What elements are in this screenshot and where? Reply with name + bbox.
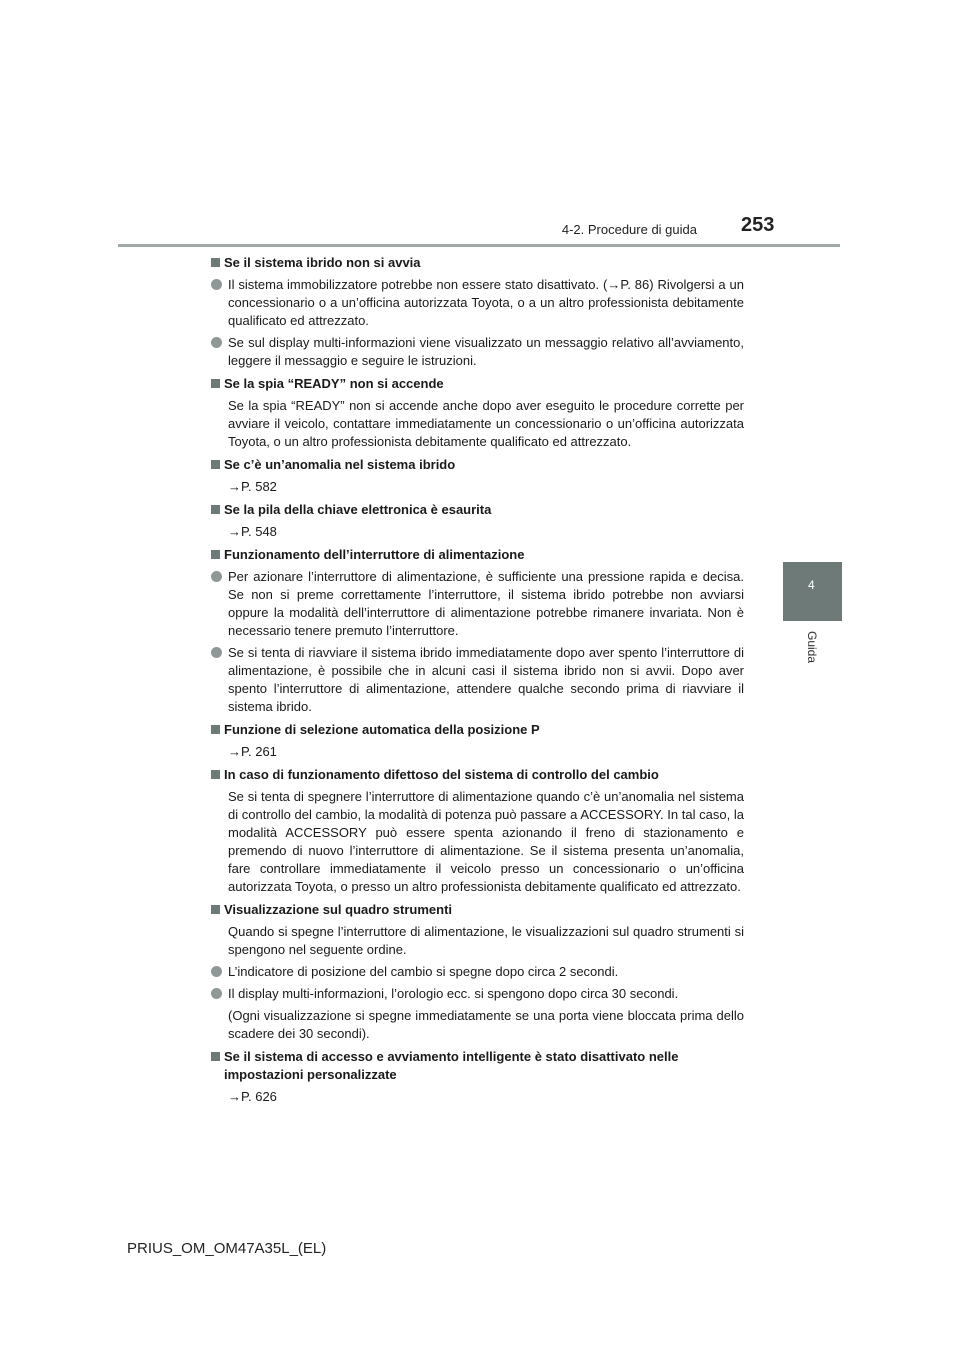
section-heading [211,501,744,519]
page-reference: →P. 548 [228,524,277,539]
square-bullet-icon [211,258,220,267]
square-bullet-icon [211,505,220,514]
square-bullet-icon [211,770,220,779]
bullet-item [211,568,744,640]
section-heading-text: In caso di funzionamento difettoso del sistema di controllo del cambio [224,767,659,782]
circle-bullet-icon [211,337,222,348]
header-rule [118,244,840,247]
bullet-item [211,276,744,330]
square-bullet-icon [211,905,220,914]
chapter-label-box [783,621,842,686]
section-heading [211,254,744,272]
square-bullet-icon [211,460,220,469]
bullet-item [211,644,744,716]
bullet-item [211,334,744,370]
section-heading [211,546,744,564]
header-section-title: 4-2. Procedure di guida [561,222,697,237]
section [211,721,744,761]
section-heading-text: Visualizzazione sul quadro strumenti [224,902,453,917]
page-number: 253 [741,214,775,236]
section-heading [211,375,744,393]
section [211,901,744,1043]
chapter-number: 4 [808,578,815,592]
section-heading [211,456,744,474]
bullet-text: Il sistema immobilizzatore potrebbe non essere stato disattivato. (→P. 86) Rivolgersi a un concessionario o a un’officina autorizzata Toyota, o a un altro professionista debitamente qualificato ed attrezzato. [228,277,744,328]
section-heading-text: Se il sistema ibrido non si avvia [224,255,421,270]
square-bullet-icon [211,379,220,388]
circle-bullet-icon [211,279,222,290]
section [211,766,744,896]
bullet-item [211,963,744,981]
document-id: PRIUS_OM_OM47A35L_(EL) [127,1240,327,1257]
section [211,254,744,370]
bullet-text: L’indicatore di posizione del cambio si spegne dopo circa 2 secondi. [228,964,619,979]
bullet-text: Per azionare l’interruttore di alimentazione, è sufficiente una pressione rapida e decisa. Se non si preme correttamente l’interruttore, il sistema ibrido potrebbe non avviarsi oppure la modalità dell’interruttore di alimentazione potrebbe rimanere invariata. Non è necessario tenere premuto l’interruttore. [228,569,744,638]
square-bullet-icon [211,725,220,734]
section [211,375,744,451]
section [211,501,744,541]
section-heading-text: Se la pila della chiave elettronica è esaurita [224,502,492,517]
page-reference: →P. 261 [228,744,277,759]
square-bullet-icon [211,1052,220,1061]
paragraph: Se si tenta di spegnere l’interruttore di alimentazione quando c’è un’anomalia nel sistema di controllo del cambio, la modalità di potenza può passare a ACCESSORY. In tal caso, la modalità ACCESSORY può essere spenta azionando il freno di stazionamento e premendo di nuovo l’interruttore di alimentazione. Se il sistema presenta un’anomalia, fare controllare immediatamente il veicolo presso un concessionario o un’officina autorizzata Toyota, o presso un altro professionista debitamente qualificato ed attrezzato. [228,789,744,894]
circle-bullet-icon [211,647,222,658]
paragraph: (Ogni visualizzazione si spegne immediatamente se una porta viene bloccata prima dello scadere dei 30 secondi). [228,1008,744,1041]
page-reference: →P. 626 [228,1089,277,1104]
section-heading-text: Se c’è un’anomalia nel sistema ibrido [224,457,456,472]
section [211,456,744,496]
section-heading [211,721,744,739]
section-heading [211,1048,744,1084]
bullet-item [211,985,744,1003]
section-heading-text: Se la spia “READY” non si accende [224,376,444,391]
content [211,254,744,1111]
bullet-text: Il display multi-informazioni, l’orologio ecc. si spengono dopo circa 30 secondi. [228,986,679,1001]
section [211,1048,744,1106]
section-heading-text: Funzionamento dell’interruttore di alimentazione [224,547,525,562]
page-reference: →P. 582 [228,479,277,494]
paragraph: Se la spia “READY” non si accende anche dopo aver eseguito le procedure corrette per avviare il veicolo, contattare immediatamente un concessionario o un’officina autorizzata Toyota, o un altro professionista debitamente qualificato ed attrezzato. [228,398,744,449]
bullet-text: Se sul display multi-informazioni viene visualizzato un messaggio relativo all’avviamento, leggere il messaggio e seguire le istruzioni. [228,335,744,368]
bullet-text: Se si tenta di riavviare il sistema ibrido immediatamente dopo aver spento l’interruttore di alimentazione, è possibile che in alcuni casi il sistema ibrido non si avvii. Dopo aver spento l’interruttore di alimentazione, attendere qualche secondo prima di riavviare il sistema ibrido. [228,645,744,714]
circle-bullet-icon [211,988,222,999]
section [211,546,744,716]
circle-bullet-icon [211,966,222,977]
section-heading-text: Funzione di selezione automatica della posizione P [224,722,540,737]
section-heading [211,901,744,919]
chapter-label: Guida [805,631,819,664]
square-bullet-icon [211,550,220,559]
circle-bullet-icon [211,571,222,582]
chapter-tab [783,562,842,621]
section-heading [211,766,744,784]
section-heading-text: Se il sistema di accesso e avviamento intelligente è stato disattivato nelle impostazioni personalizzate [224,1049,679,1082]
paragraph: Quando si spegne l’interruttore di alimentazione, le visualizzazioni sul quadro strumenti si spengono nel seguente ordine. [228,924,744,957]
